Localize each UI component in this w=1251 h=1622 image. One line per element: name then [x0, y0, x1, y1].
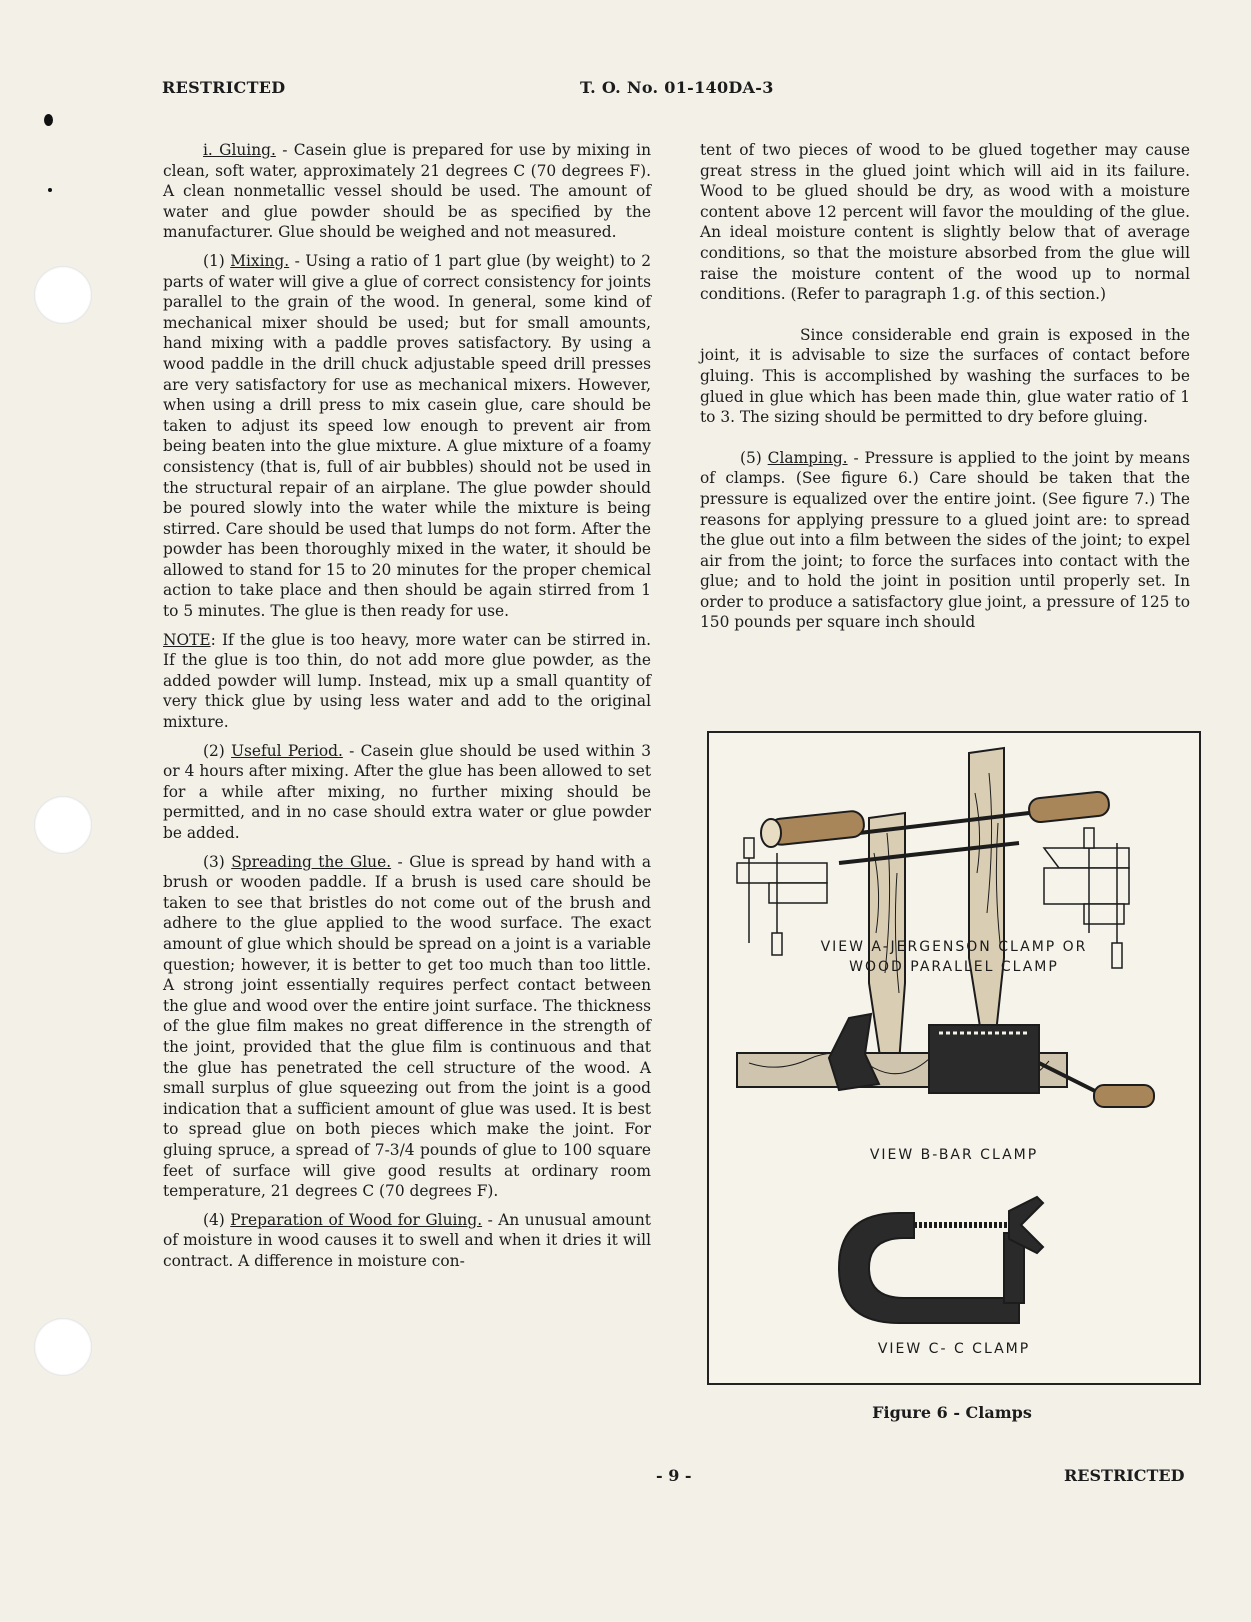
figure-clamps [707, 731, 1201, 1385]
header-restricted: RESTRICTED [162, 78, 286, 97]
right-column [700, 140, 1190, 641]
binder-hole-top [34, 266, 92, 324]
header-tech-order-number: T. O. No. 01-140DA-3 [580, 78, 774, 97]
label-view-a-line2: WOOD PARALLEL CLAMP [849, 959, 1059, 975]
label-view-c: VIEW C- C CLAMP [877, 1341, 1031, 1357]
heading-gluing: i. Gluing. [203, 141, 276, 159]
paragraph-gluing: i. Gluing. - Casein glue is prepared for use by mixing in clean, soft water, approximately 21 degrees C (70 degrees F). A clean nonmetallic vessel should be used. The amount of water and glue powder should be as specified by the manufacturer. Glue should be weighed and not measured. [163, 141, 651, 242]
label-view-b: VIEW B-BAR CLAMP [869, 1147, 1039, 1163]
paragraph-mixing: (1) Mixing. - Using a ratio of 1 part glue (by weight) to 2 parts of water will give a glue of correct consistency for joints parallel to the grain of the wood. In general, some kind of mechanical mixer should be used; but for small amounts, hand mixing with a paddle proves satisfactory. By using a wood paddle in the drill chuck adjustable speed drill presses are very satisfactory for use as mechanical mixers. However, when using a drill press to mix casein glue, care should be taken to adjust its speed low enough to prevent air from being beaten into the glue mixture. A glue mixture of a foamy consistency (that is, full of air bubbles) should not be used in the structural repair of an airplane. The glue powder should be poured slowly into the water while the mixture is being stirred. Care should be used that lumps do not form. After the powder has been thoroughly mixed in the water, it should be allowed to stand for 15 to 20 minutes for the proper chemical action to take place and then should be again stirred from 1 to 5 minutes. The glue is then ready for use. [163, 251, 651, 621]
figure-caption: Figure 6 - Clamps [872, 1403, 1032, 1422]
speck [48, 188, 52, 192]
binder-hole-bottom [34, 1318, 92, 1376]
page-number: - 9 - [656, 1466, 692, 1485]
note-block: NOTE: If the glue is too heavy, more water can be stirred in. If the glue is too thin, do not add more glue powder, as the added powder will lump. Instead, mix up a small quantity of very thick glue by using less water and add to the original mixture. [163, 630, 651, 732]
paragraph-sizing: Since considerable end grain is exposed in the joint, it is advisable to size the surfaces of contact before gluing. This is accomplished by washing the surfaces to be glued in glue which has been made thin, glue water ratio of 1 to 3. The sizing should be permitted to dry before gluing. [700, 325, 1190, 427]
binder-hole-middle [34, 796, 92, 854]
bar-clamp-drawing [737, 1014, 1154, 1107]
heading-mixing: Mixing. [230, 251, 290, 270]
paragraph-preparation: (4) Preparation of Wood for Gluing. - An unusual amount of moisture in wood causes it to swell and when it dries it will contract. A difference in moisture con- [163, 1210, 651, 1270]
c-clamp-drawing [839, 1197, 1043, 1323]
left-column [163, 140, 651, 1279]
heading-preparation: Preparation of Wood for Gluing. [230, 1210, 483, 1229]
label-view-a-line1: VIEW A-JERGENSON CLAMP OR [820, 939, 1088, 955]
paragraph-clamping: (5) Clamping. - Pressure is applied to the joint by means of clamps. (See figure 6.) Care should be taken that the pressure is equalized over the entire joint. (See figure 7.) The reasons for applying pressure to a glued joint are: to spread the glue out into a film between the sides of the joint; to expel air from the joint; to force the surfaces into contact with the glue; and to hold the joint in position until properly set. In order to produce a satisfactory glue joint, a pressure of 125 to 150 pounds per square inch should [700, 448, 1190, 632]
heading-clamping: Clamping. [767, 448, 848, 467]
paragraph-spreading: (3) Spreading the Glue. - Glue is spread by hand with a brush or wooden paddle. If a brush is used care should be taken to see that bristles do not come out of the brush and adhere to the glue applied to the wood surface. The exact amount of glue which should be spread on a joint is a variable question; however, it is better to get too much than too little. A strong joint essentially requires perfect contact between the glue and wood over the entire joint surface. The thickness of the glue film makes no great difference in the strength of the joint, provided that the glue film is continuous and that the glue has penetrated the cell structure of the wood. A small surplus of glue squeezing out from the joint is a good indication that a sufficient amount of glue was used. It is best to spread glue on both pieces which make the joint. For gluing spruce, a spread of 7-3/4 pounds of glue to 100 square feet of surface will give good results at ordinary room temperature, 21 degrees C (70 degrees F). [163, 852, 651, 1201]
paragraph-useful-period: (2) Useful Period. - Casein glue should be used within 3 or 4 hours after mixing. After the glue has been allowed to set for a while after mixing, no further mixing should be permitted, and in no case should extra water or glue powder be added. [163, 741, 651, 842]
note-label: NOTE [163, 630, 211, 649]
parallel-clamp-small-left [737, 838, 827, 955]
clamps-illustration [709, 733, 1199, 1383]
speck [44, 114, 53, 126]
footer-restricted: RESTRICTED [1064, 1466, 1185, 1485]
paragraph-moisture: tent of two pieces of wood to be glued together may cause great stress in the glued joint which will aid in its failure. Wood to be glued should be dry, as wood with a moisture content above 12 percent will favor the moulding of the glue. An ideal moisture content is slightly below that of average conditions, so that the moisture absorbed from the glue will raise the moisture content of the wood up to normal conditions. (Refer to paragraph 1.g. of this section.) [700, 141, 1190, 304]
heading-spreading: Spreading the Glue. [231, 852, 392, 871]
heading-useful-period: Useful Period. [231, 741, 343, 760]
jergenson-clamp-drawing [761, 748, 1110, 1063]
